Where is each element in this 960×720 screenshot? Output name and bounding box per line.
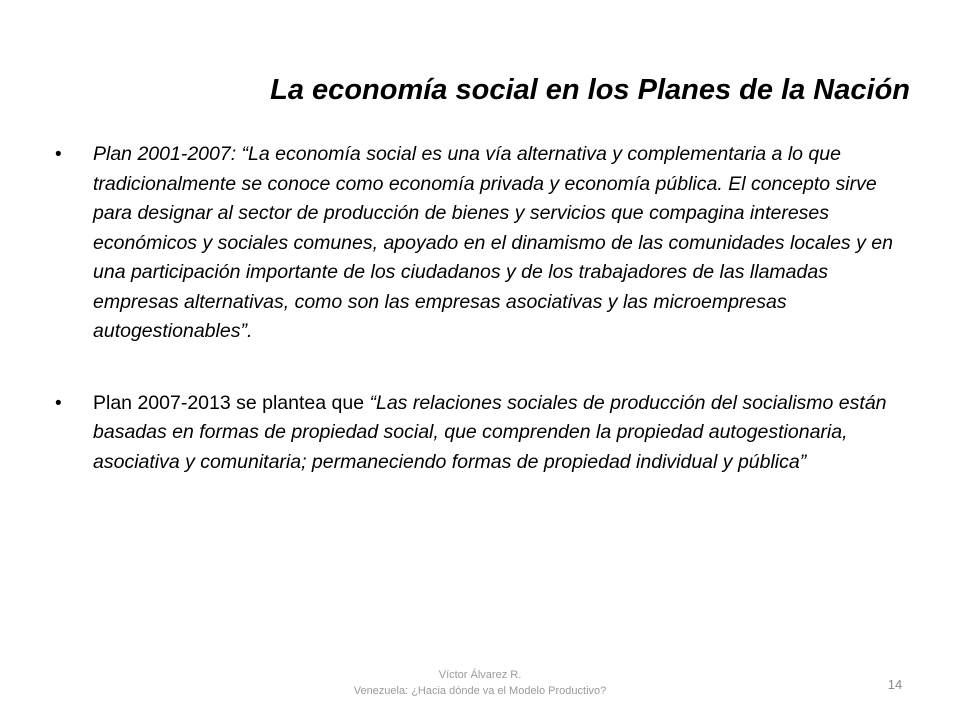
- bullet-text-lead: Plan 2007-2013 se plantea que: [93, 391, 370, 414]
- page-number: 14: [887, 677, 903, 692]
- bullet-text-quote: “Las relaciones sociales de producción del socialismo están basadas en formas de propiedad social, que comprenden la propiedad autogestionaria, asociativa y comunitaria; permaneciendo formas de propiedad individual y pública”: [93, 391, 887, 473]
- slide-title: La economía social en los Planes de la Nación: [270, 74, 910, 106]
- bullet-dot-icon: •: [55, 392, 62, 414]
- bullet-list: [55, 140, 915, 477]
- footer-author: Víctor Álvarez R.: [438, 669, 522, 681]
- bullet-dot-icon: •: [55, 144, 62, 165]
- footer-subtitle: Venezuela: ¿Hacia dónde va el Modelo Productivo?: [353, 685, 607, 697]
- bullet-text-quote: Plan 2001-2007: “La economía social es una vía alternativa y complementaria a lo que tradicionalmente se conoce como economía privada y economía pública. El concepto sirve para designar al sector de producción de bienes y servicios que compagina intereses económicos y sociales comunes, apoyado en el dinamismo de las comunidades locales y en una participación importante de los ciudadanos y de los trabajadores de las llamadas empresas alternativas, como son las empresas asociativas y las microempresas autogestionables”.: [93, 143, 893, 342]
- bullet-item-plan-2007: [55, 389, 915, 478]
- bullet-item-plan-2001: [55, 140, 915, 347]
